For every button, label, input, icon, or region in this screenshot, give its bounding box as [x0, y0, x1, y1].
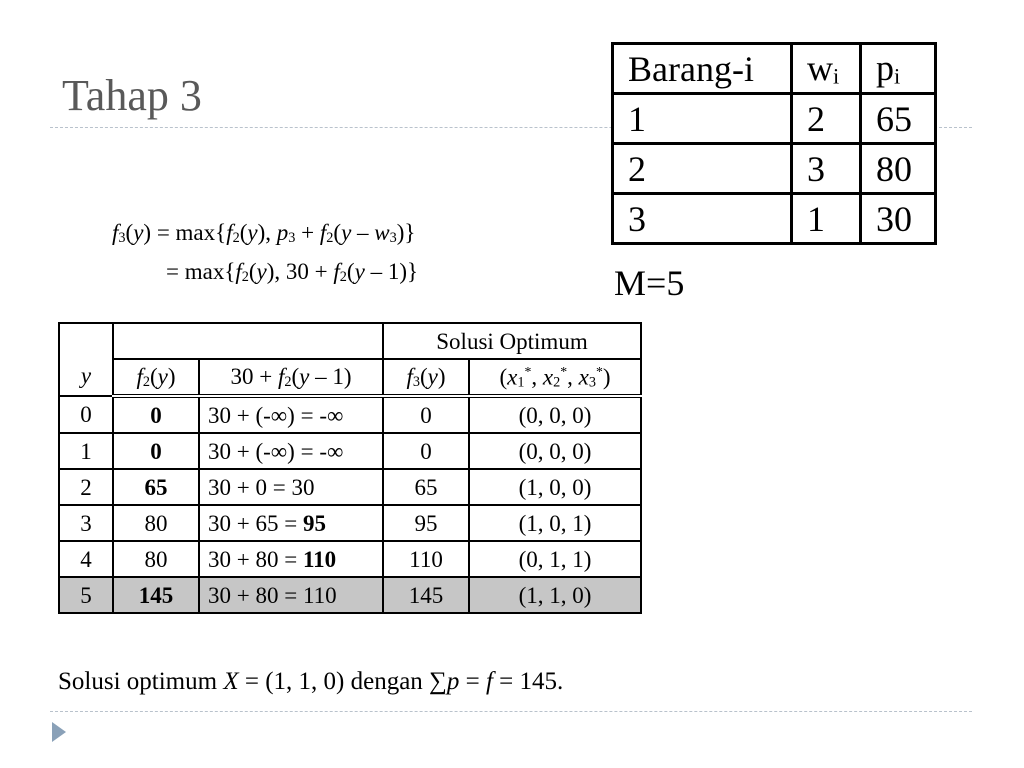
- cell-x: (1, 0, 1): [469, 505, 641, 541]
- slide-title: Tahap 3: [62, 71, 202, 120]
- cell-expression: 30 + (-∞) = -∞: [199, 396, 383, 433]
- cell-expression: 30 + 80 = 110: [199, 577, 383, 613]
- table-row: [59, 433, 641, 469]
- cell-f3: 0: [383, 396, 469, 433]
- cell-f2: 80: [113, 505, 199, 541]
- cell-y: 3: [59, 505, 113, 541]
- cell-f2: 80: [113, 541, 199, 577]
- cell-f2: 0: [113, 433, 199, 469]
- header-y: y: [59, 323, 113, 396]
- capacity-label: M=5: [614, 263, 685, 303]
- header-solusi-optimum: Solusi Optimum: [383, 323, 641, 359]
- item-table-header: [613, 44, 936, 94]
- cell-f2: 145: [113, 577, 199, 613]
- solution-header-row-1: [59, 323, 641, 359]
- formula-line-2: = $\max\{f_2(y)$, $30 + f_2(y - 1)$}: [166, 259, 419, 286]
- cell-y: 4: [59, 541, 113, 577]
- header-profit: $p_i$: [861, 44, 936, 94]
- cell-expression: 30 + 0 = 30: [199, 469, 383, 505]
- cell-f2: 65: [113, 469, 199, 505]
- item-profit: 65: [861, 94, 936, 144]
- cell-f2: 0: [113, 396, 199, 433]
- item-weight: 2: [792, 94, 861, 144]
- cell-f3: 145: [383, 577, 469, 613]
- triangle-bullet-icon: [52, 722, 66, 742]
- cell-f3: 0: [383, 433, 469, 469]
- cell-expression: 30 + 65 = 95: [199, 505, 383, 541]
- cell-x: (1, 1, 0): [469, 577, 641, 613]
- header-barang: Barang-i: [613, 44, 792, 94]
- item-weight: 1: [792, 194, 861, 244]
- item-table: [611, 42, 937, 245]
- cell-x: (0, 1, 1): [469, 541, 641, 577]
- recurrence-formula: [112, 216, 418, 294]
- cell-expression: 30 + (-∞) = -∞: [199, 433, 383, 469]
- table-row-highlighted: [59, 577, 641, 613]
- item-row: [613, 144, 936, 194]
- cell-x: (1, 0, 0): [469, 469, 641, 505]
- table-row: [59, 505, 641, 541]
- header-f2: $f_2(y)$: [113, 359, 199, 396]
- solution-table: [58, 322, 642, 614]
- header-x-vector: ($x_1^*$, $x_2^*$, $x_3^*$): [469, 359, 641, 396]
- item-id: 2: [613, 144, 792, 194]
- cell-x: (0, 0, 0): [469, 396, 641, 433]
- cell-y: 0: [59, 396, 113, 433]
- item-weight: 3: [792, 144, 861, 194]
- cell-x: (0, 0, 0): [469, 433, 641, 469]
- header-empty: [113, 323, 383, 359]
- cell-y: 1: [59, 433, 113, 469]
- cell-expression: 30 + 80 = 110: [199, 541, 383, 577]
- item-row: [613, 94, 936, 144]
- item-row: [613, 194, 936, 244]
- cell-y: 5: [59, 577, 113, 613]
- formula-line-1: $f_3(y) = \max\{f_2(y)$, $p_3 + f_2(y - w_3)$}: [112, 220, 416, 247]
- header-expression: $30 + f_2(y - 1)$: [199, 359, 383, 396]
- header-weight: $w_i$: [792, 44, 861, 94]
- item-id: 3: [613, 194, 792, 244]
- cell-f3: 65: [383, 469, 469, 505]
- header-f3: $f_3(y)$: [383, 359, 469, 396]
- solution-header-row-2: [59, 359, 641, 396]
- table-row: [59, 396, 641, 433]
- cell-f3: 95: [383, 505, 469, 541]
- table-row: [59, 541, 641, 577]
- cell-y: 2: [59, 469, 113, 505]
- table-row: [59, 469, 641, 505]
- item-profit: 80: [861, 144, 936, 194]
- bottom-divider: [50, 711, 972, 712]
- item-id: 1: [613, 94, 792, 144]
- conclusion-text: Solusi optimum X = (1, 1, 0) dengan ∑p = f = 145.: [58, 668, 564, 695]
- cell-f3: 110: [383, 541, 469, 577]
- item-profit: 30: [861, 194, 936, 244]
